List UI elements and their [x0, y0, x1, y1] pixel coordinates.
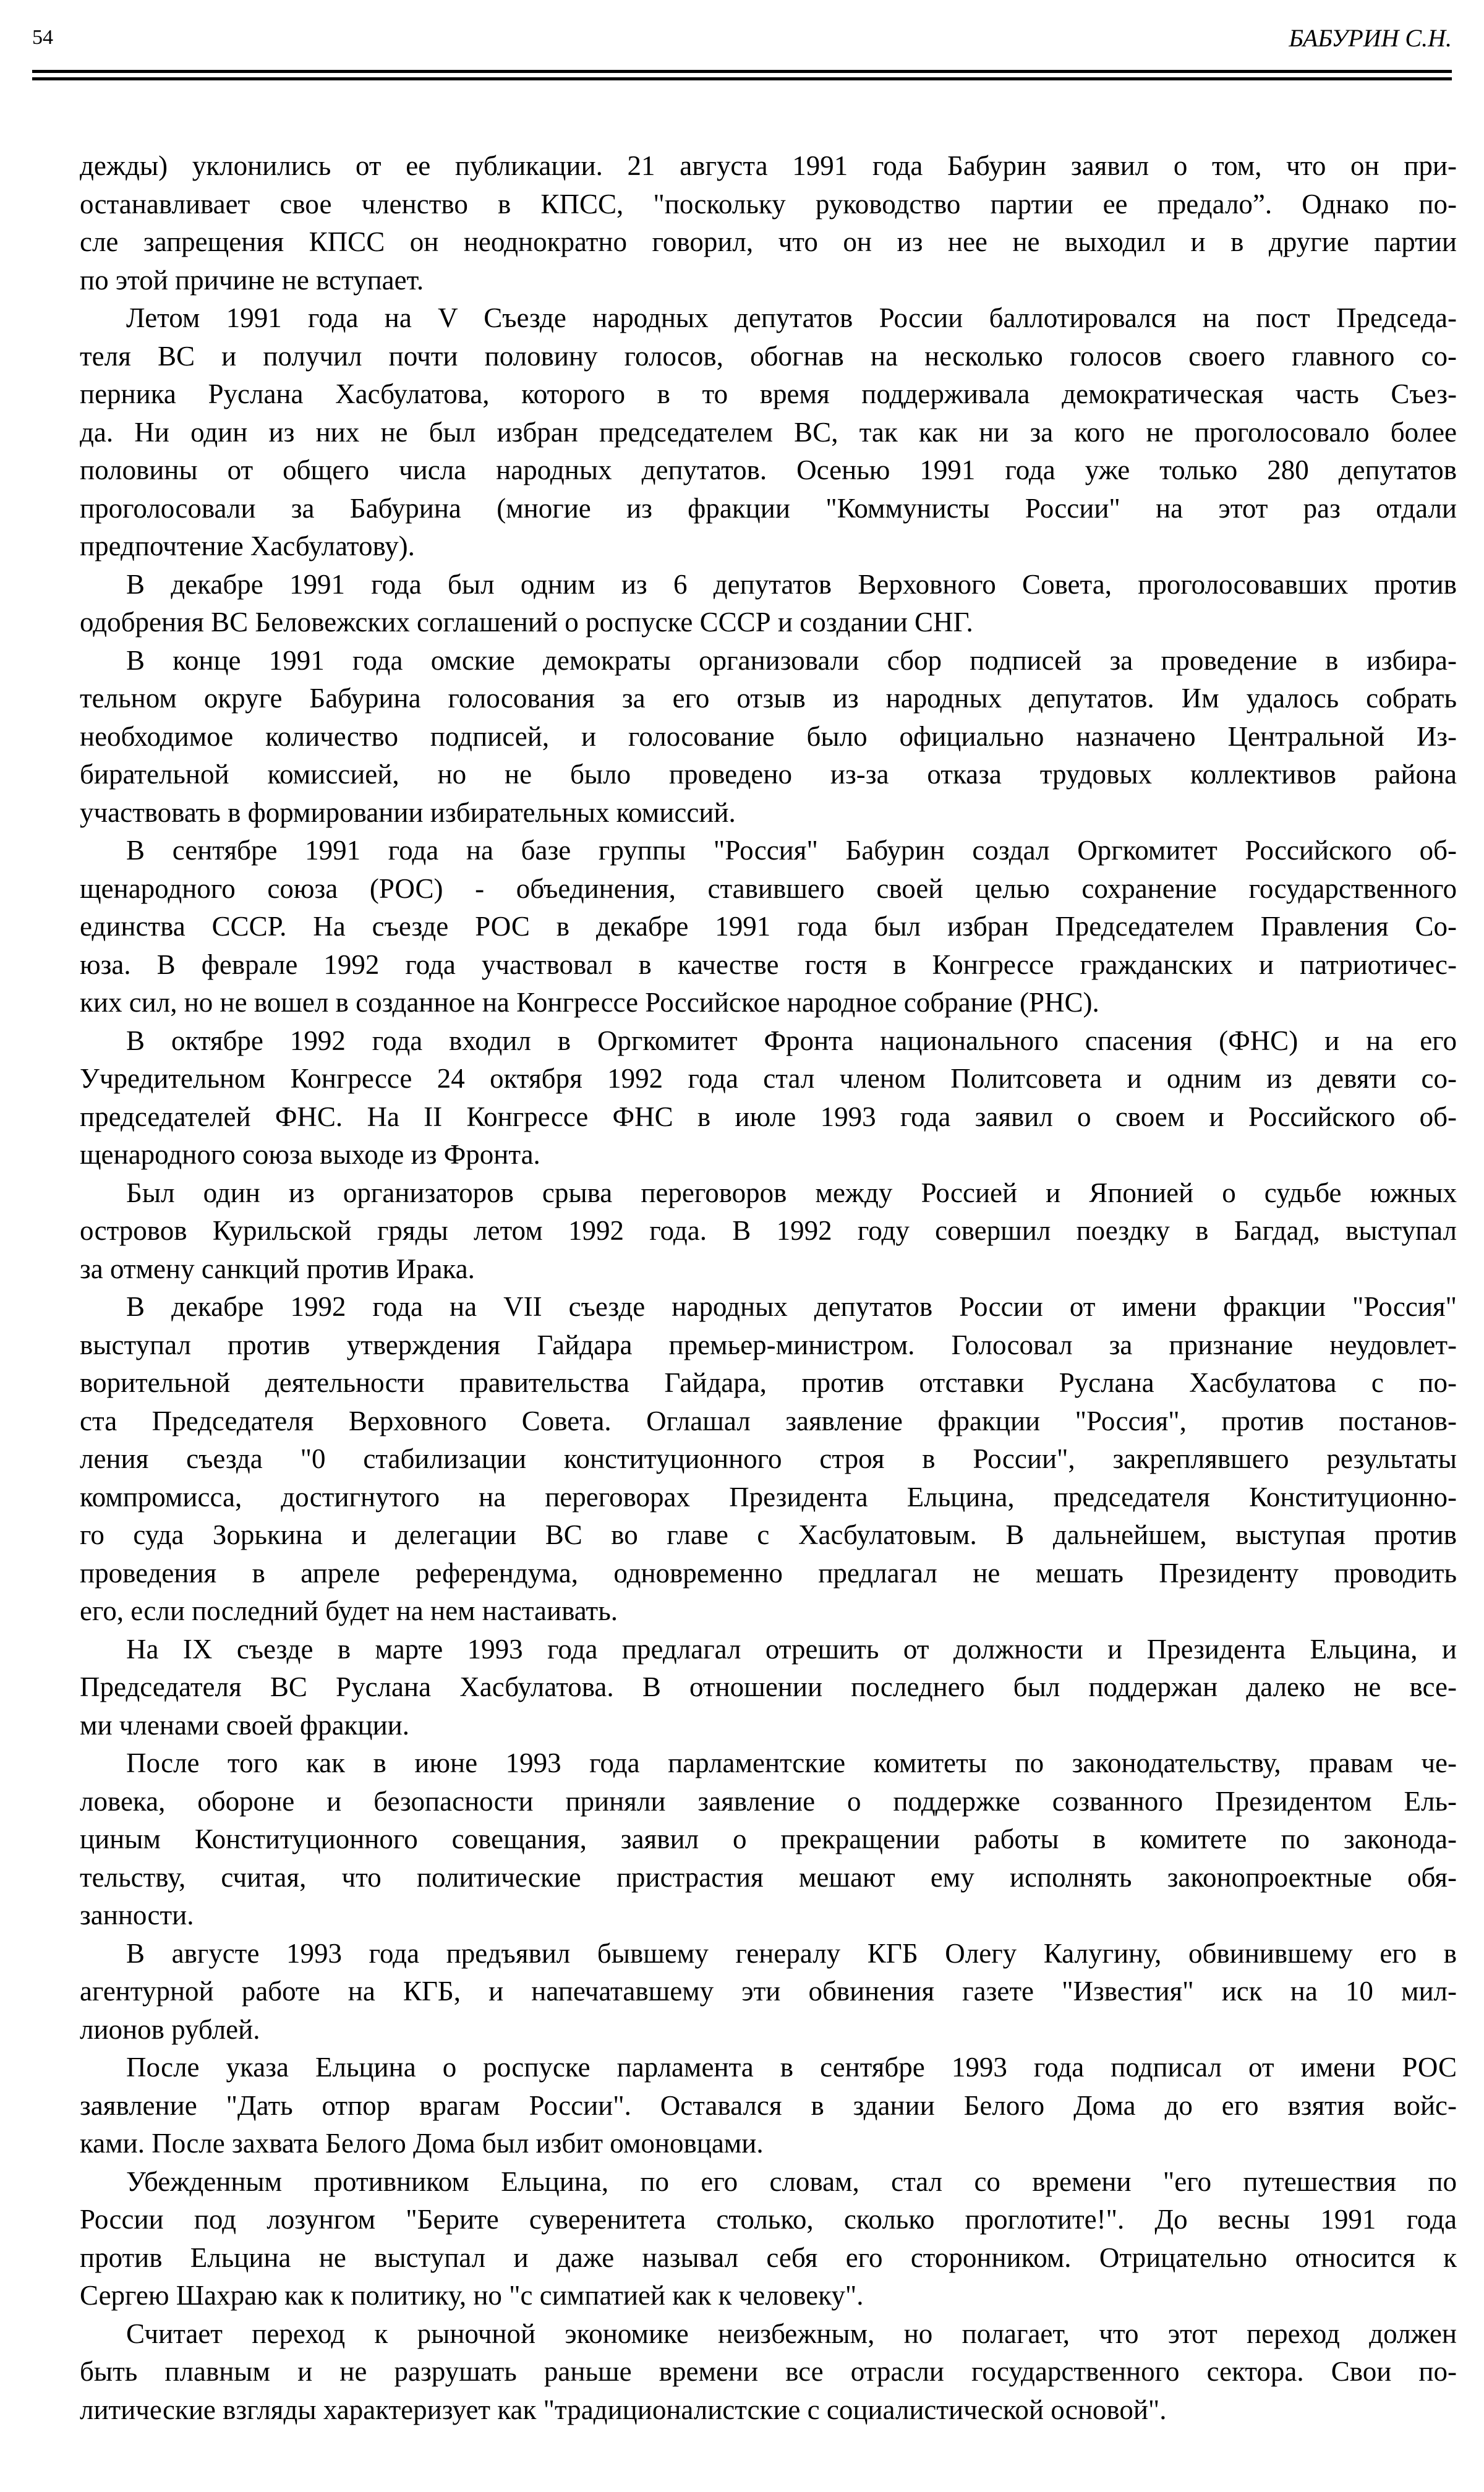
text-line: После того как в июне 1993 года парламентские комитеты по законодательству, правам че-: [126, 1747, 1457, 1778]
text-line: ми членами своей фракции.: [80, 1709, 409, 1741]
text-line: проголосовали за Бабурина (многие из фракции "Коммунисты России" на этот раз отдали: [80, 492, 1457, 524]
text-line: бирательной комиссией, но не было проведено из-за отказа трудовых коллективов района: [80, 759, 1457, 790]
text-line: В октябре 1992 года входил в Оргкомитет Фронта национального спасения (ФНС) и на его: [126, 1025, 1457, 1056]
running-header: [32, 19, 1452, 56]
text-line: компромисса, достигнутого на переговорах Президента Ельцина, председателя Конституционно-: [80, 1481, 1457, 1513]
text-line: Летом 1991 года на V Съезде народных депутатов России баллотировался на пост Председа-: [126, 302, 1457, 333]
text-line: щенародного союза выходе из Фронта.: [80, 1139, 540, 1170]
text-line: останавливает свое членство в КПСС, "поскольку руководство партии ее предало”. Однако по-: [80, 188, 1457, 220]
text-line: ких сил, но не вошел в созданное на Конгрессе Российское народное собрание (РНС).: [80, 987, 1099, 1018]
text-line: одобрения ВС Беловежских соглашений о роспуске СССР и создании СНГ.: [80, 607, 973, 638]
running-title: БАБУРИН С.Н.: [1289, 24, 1452, 52]
text-line: юза. В феврале 1992 года участвовал в качестве гостя в Конгрессе гражданских и патриотичес-: [80, 949, 1457, 980]
text-line: агентурной работе на КГБ, и напечатавшему эти обвинения газете "Известия" иск на 10 мил-: [80, 1976, 1457, 2007]
paragraph: [80, 566, 1457, 642]
text-line: В декабре 1992 года на VII съезде народных депутатов России от имени фракции "Россия": [126, 1291, 1457, 1322]
paragraph: [80, 642, 1457, 832]
paragraph: [80, 2163, 1457, 2315]
paragraph: [80, 1744, 1457, 1935]
text-line: быть плавным и не разрушать раньше времени все отрасли государственного сектора. Свои по-: [80, 2356, 1457, 2387]
text-line: перника Руслана Хасбулатова, которого в то время поддерживала демократическая часть Съез-: [80, 378, 1457, 409]
text-line: единства СССР. На съезде РОС в декабре 1991 года был избран Председателем Правления Со-: [80, 911, 1457, 942]
text-line: да. Ни один из них не был избран председателем ВС, так как ни за кого не проголосовало более: [80, 416, 1457, 448]
paragraph: [80, 1022, 1457, 1174]
text-line: В декабре 1991 года был одним из 6 депутатов Верховного Совета, проголосовавших против: [126, 568, 1457, 600]
text-line: лионов рублей.: [80, 2013, 260, 2045]
text-line: по этой причине не вступает.: [80, 264, 424, 296]
text-line: После указа Ельцина о роспуске парламента в сентябре 1993 года подписал от имени РОС: [126, 2052, 1457, 2083]
text-line: сле запрещения КПСС он неоднократно говорил, что он из нее не выходил и в другие партии: [80, 226, 1457, 257]
text-line: В сентябре 1991 года на базе группы "Россия" Бабурин создал Оргкомитет Российского об-: [126, 835, 1457, 866]
body-text: [80, 147, 1457, 2429]
paragraph: [80, 1288, 1457, 1631]
text-line: половины от общего числа народных депутатов. Осенью 1991 года уже только 280 депутатов: [80, 454, 1457, 485]
text-line: тельству, считая, что политические пристрастия мешают ему исполнять законопроектные обя-: [80, 1861, 1457, 1893]
text-line: На IX съезде в марте 1993 года предлагал отрешить от должности и Президента Ельцина, и: [126, 1633, 1457, 1665]
text-line: против Ельцина не выступал и даже называл себя его сторонником. Отрицательно относится к: [80, 2242, 1457, 2273]
text-line: выступал против утверждения Гайдара премьер-министром. Голосовал за признание неудовлет-: [80, 1329, 1457, 1360]
text-line: Убежденным противником Ельцина, по его словам, стал со времени "его путешествия по: [126, 2166, 1457, 2197]
header-rule-top: [32, 70, 1452, 73]
text-line: Считает переход к рыночной экономике неизбежным, но полагает, что этот переход должен: [126, 2318, 1457, 2349]
text-line: теля ВС и получил почти половину голосов, обогнав на несколько голосов своего главного со-: [80, 340, 1457, 372]
header-rule-bottom: [32, 77, 1452, 80]
paragraph: [80, 1631, 1457, 1745]
text-line: заявление "Дать отпор врагам России". Оставался в здании Белого Дома до его взятия войс-: [80, 2089, 1457, 2121]
paragraph: [80, 299, 1457, 566]
page-number: 54: [32, 26, 53, 49]
text-line: Учредительном Конгрессе 24 октября 1992 года стал членом Политсовета и одним из девяти со-: [80, 1063, 1457, 1094]
text-line: участвовать в формировании избирательных комиссий.: [80, 796, 736, 828]
text-line: щенародного союза (РОС) - объединения, ставившего своей целью сохранение государственного: [80, 873, 1457, 904]
text-line: ками. После захвата Белого Дома был избит омоновцами.: [80, 2128, 764, 2159]
text-line: циным Конституционного совещания, заявил о прекращении работы в комитете по законода-: [80, 1824, 1457, 1854]
text-line: островов Курильской гряды летом 1992 года. В 1992 году совершил поездку в Багдад, выступал: [80, 1215, 1457, 1246]
text-line: необходимое количество подписей, и голосование было официально назначено Центральной Из-: [80, 720, 1457, 752]
text-line: ления съезда "0 стабилизации конституционного строя в России", закреплявшего результаты: [80, 1443, 1457, 1474]
text-line: России под лозунгом "Берите суверенитета столько, сколько проглотите!". До весны 1991 года: [80, 2204, 1457, 2235]
text-line: председателей ФНС. На II Конгрессе ФНС в июле 1993 года заявил о своем и Российского об-: [80, 1101, 1457, 1132]
text-line: Сергею Шахраю как к политику, но "с симпатией как к человеку".: [80, 2280, 864, 2311]
paragraph: [80, 2315, 1457, 2430]
paragraph: [80, 147, 1457, 299]
text-line: предпочтение Хасбулатову).: [80, 531, 415, 561]
text-line: литические взгляды характеризует как "традиционалистские с социалистической основой".: [80, 2394, 1167, 2425]
paragraph: [80, 1174, 1457, 1289]
text-line: дежды) уклонились от ее публикации. 21 августа 1991 года Бабурин заявил о том, что он при-: [80, 150, 1457, 181]
text-line: В августе 1993 года предъявил бывшему генералу КГБ Олегу Калугину, обвинившему его в: [126, 1937, 1457, 1969]
paragraph: [80, 2049, 1457, 2163]
text-line: В конце 1991 года омские демократы организовали сбор подписей за проведение в избира-: [126, 644, 1457, 676]
text-line: его, если последний будет на нем настаивать.: [80, 1595, 618, 1626]
text-line: го суда Зорькина и делегации ВС во главе с Хасбулатовым. В дальнейшем, выступая против: [80, 1519, 1457, 1550]
text-line: проведения в апреле референдума, одновременно предлагал не мешать Президенту проводить: [80, 1557, 1457, 1589]
text-line: ловека, обороне и безопасности приняли заявление о поддержке созванного Президентом Ель-: [80, 1785, 1457, 1817]
text-line: ворительной деятельности правительства Гайдара, против отставки Руслана Хасбулатова с по-: [80, 1367, 1457, 1398]
paragraph: [80, 1935, 1457, 2049]
text-line: ста Председателя Верховного Совета. Оглашал заявление фракции "Россия", против постанов-: [80, 1405, 1457, 1436]
text-line: Был один из организаторов срыва переговоров между Россией и Японией о судьбе южных: [126, 1177, 1457, 1208]
text-line: Председателя ВС Руслана Хасбулатова. В отношении последнего был поддержан далеко не все-: [80, 1671, 1457, 1702]
text-line: тельном округе Бабурина голосования за его отзыв из народных депутатов. Им удалось собрать: [80, 683, 1457, 714]
text-line: за отмену санкций против Ирака.: [80, 1253, 475, 1284]
text-line: занности.: [80, 1900, 194, 1931]
paragraph: [80, 832, 1457, 1022]
